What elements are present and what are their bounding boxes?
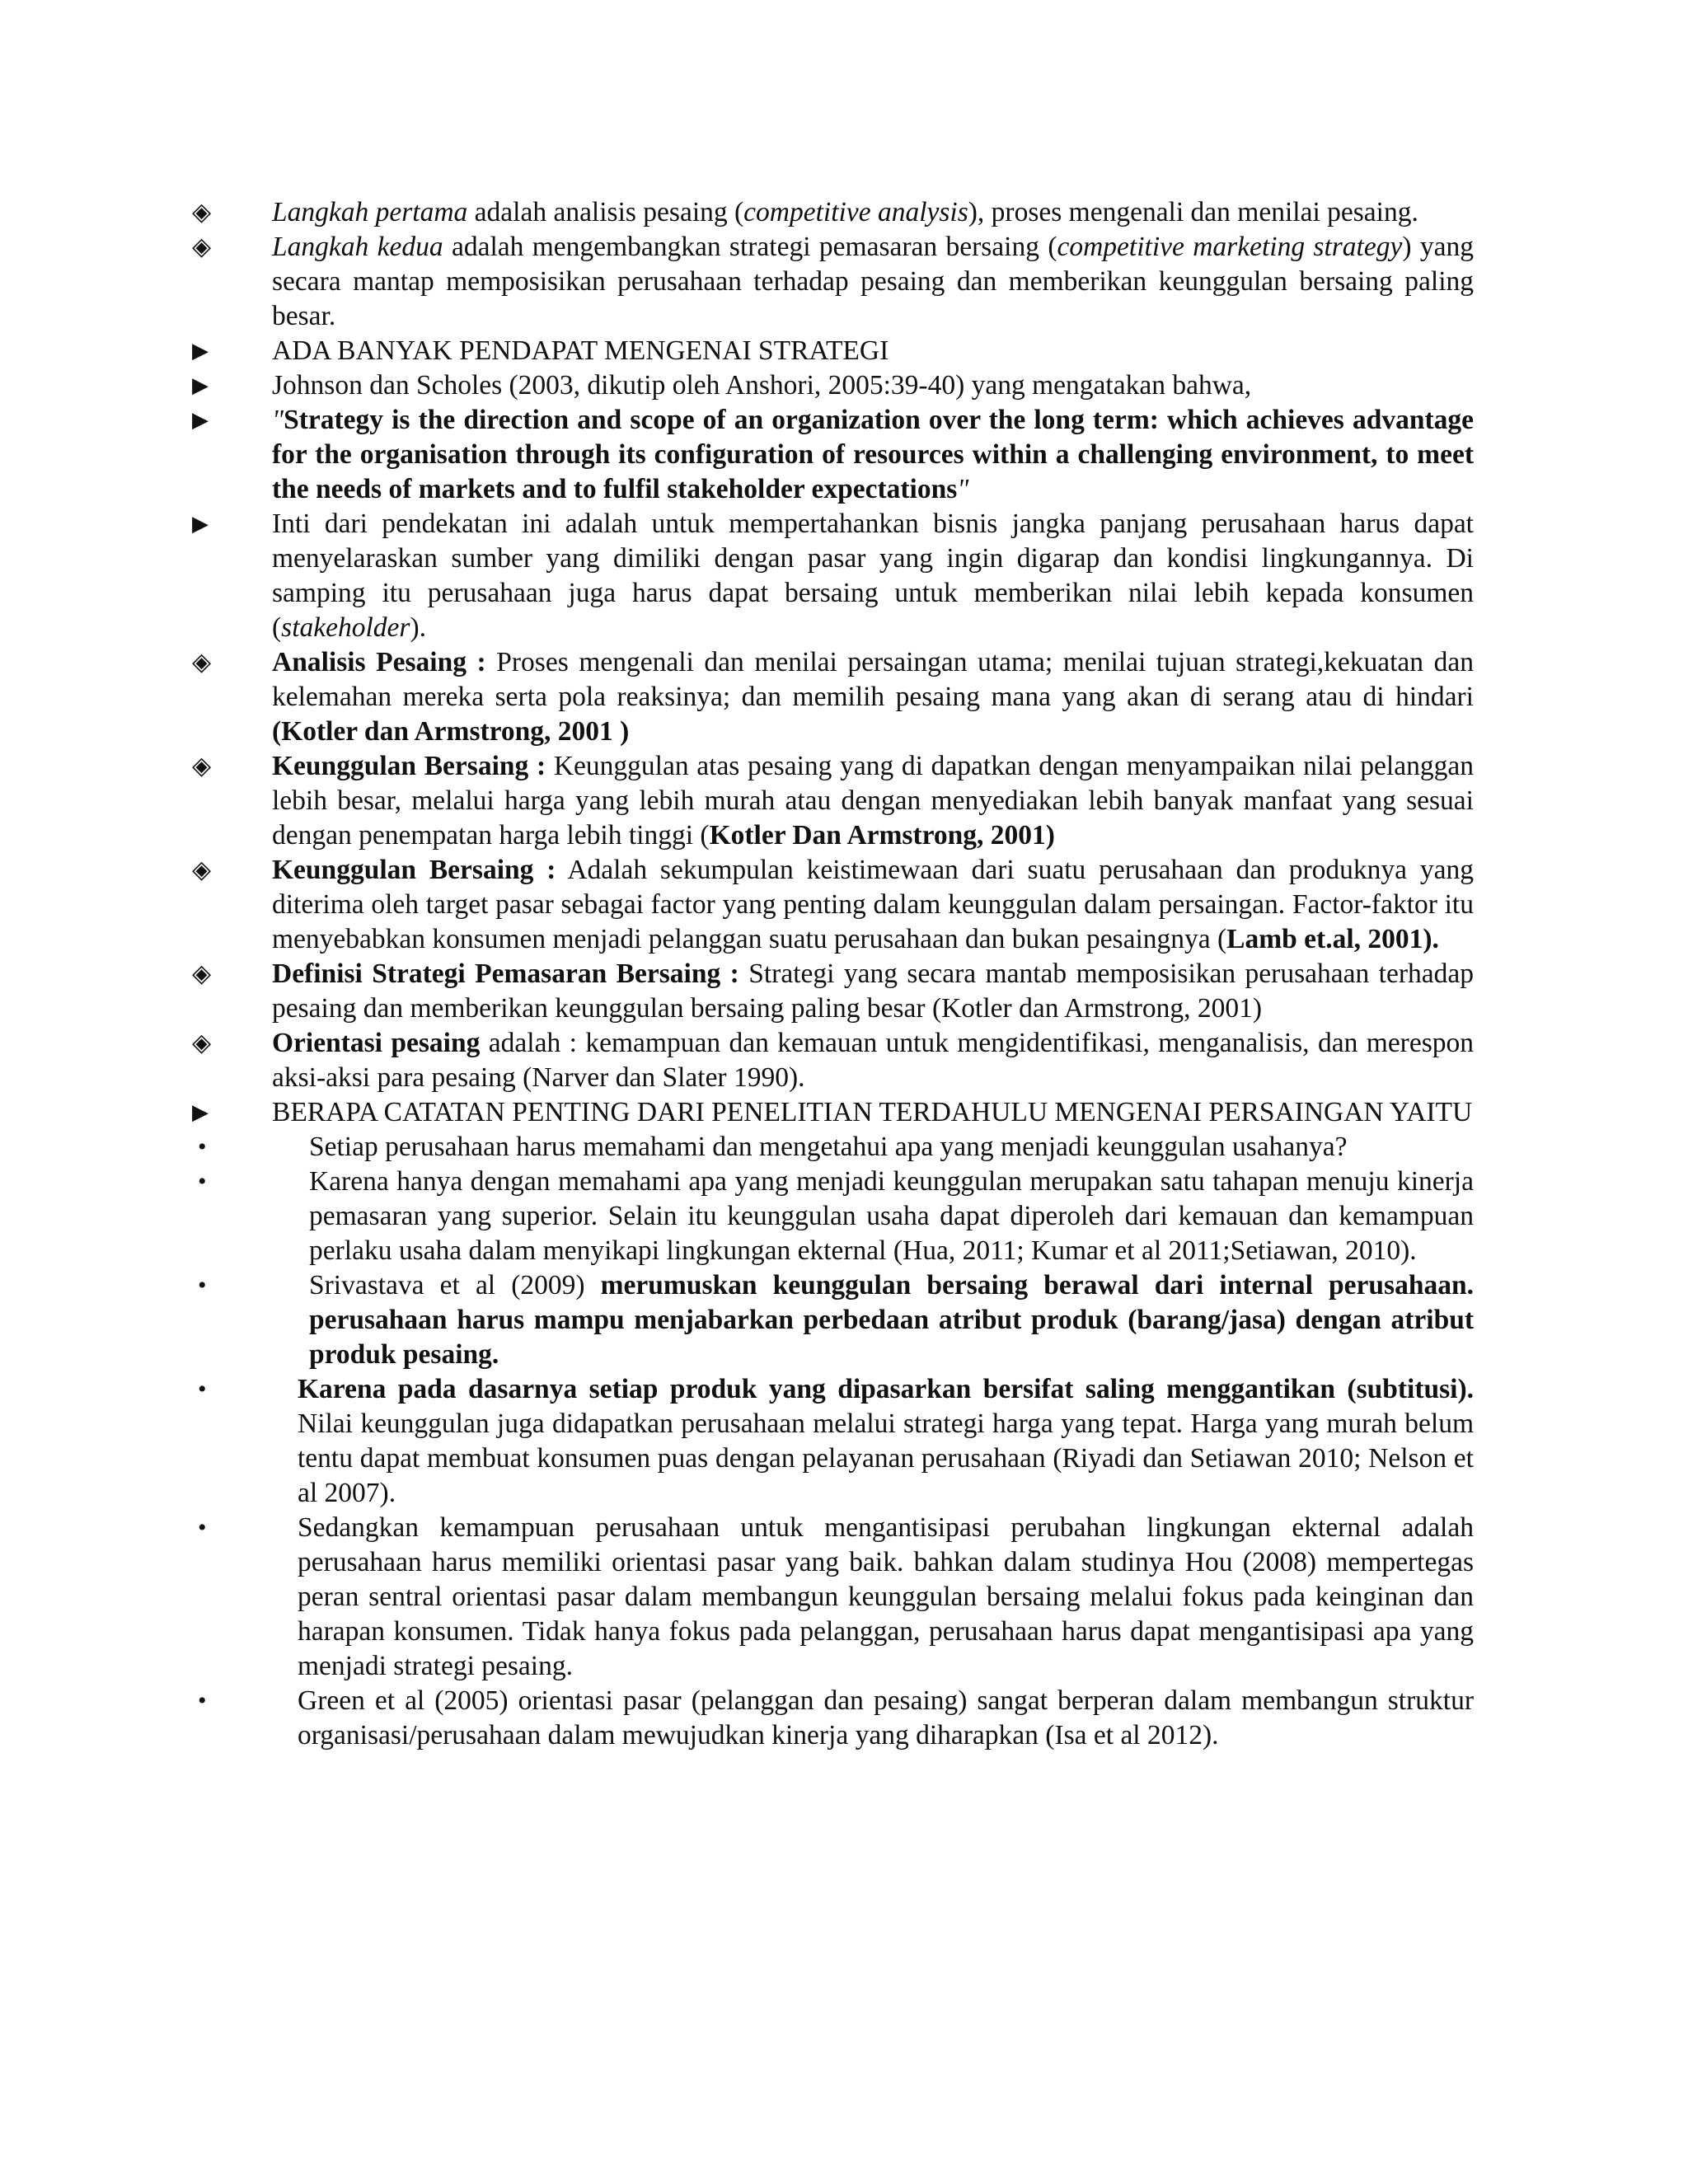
list-item (192, 957, 1474, 1026)
document-body (192, 195, 1474, 1753)
text-run: Keunggulan Bersaing : (272, 855, 556, 885)
text-run: Keunggulan atas pesaing yang di dapatkan dengan menyampaikan nilai pelanggan lebih besar, melalui harga yang lebih murah atau dengan menyediakan lebih banyak manfaat yang sesuai dengan penempatan harga lebih tinggi ( (272, 751, 1474, 851)
list-item (192, 1130, 1474, 1165)
list-item (192, 1684, 1474, 1753)
diamond-bullet-icon: ◈ (192, 648, 212, 677)
text-run: Karena hanya dengan memahami apa yang menjadi keunggulan merupakan satu tahapan menuju kinerja pemasaran yang superior. Selain itu keunggulan usaha dapat diperoleh dari kemauan dan kemampuan perlaku usaha dalam menyikapi lingkungan ekternal (Hua, 2011; Kumar et al 2011;Setiawan, 2010). (309, 1166, 1474, 1266)
text-run: Nilai keunggulan juga didapatkan perusahaan melalui strategi harga yang tepat. Harga yang murah belum tentu dapat membuat konsumen puas dengan pelayanan perusahaan (Riyadi dan Setiawan 2010; Nelson et al 2007). (298, 1408, 1474, 1508)
list-item (192, 1095, 1474, 1130)
list-item-text (298, 1684, 1474, 1753)
bullet-icon: • (198, 1376, 207, 1403)
list-item-text (309, 1268, 1474, 1372)
text-run: ADA BANYAK PENDAPAT MENGENAI STRATEGI (272, 335, 889, 366)
diamond-bullet-icon: ◈ (192, 232, 212, 261)
list-item (192, 853, 1474, 957)
bullet-icon: • (198, 1687, 207, 1714)
text-run: Langkah kedua (272, 232, 443, 262)
text-run: ) yang secara mantap memposisikan perusahaan terhadap pesaing dan memberikan keunggulan bersaing paling besar. (272, 232, 1474, 331)
bullet-icon: • (198, 1133, 207, 1160)
list-item (192, 195, 1474, 230)
arrow-bullet-icon: ▶ (192, 1100, 209, 1125)
text-run: Definisi Strategi Pemasaran Bersaing : (272, 958, 739, 989)
bullet-icon: • (198, 1514, 207, 1541)
text-run: ), proses mengenali dan menilai pesaing. (968, 197, 1418, 227)
list-item (192, 403, 1474, 507)
arrow-bullet-icon: ▶ (192, 408, 209, 433)
text-run: competitive marketing strategy (1057, 232, 1403, 262)
list-item-text (272, 1095, 1474, 1130)
text-run: Analisis Pesaing : (272, 647, 486, 677)
text-run: Inti dari pendekatan ini adalah untuk mempertahankan bisnis jangka panjang perusahaan harus dapat menyelaraskan sumber yang dimiliki dengan pasar yang ingin digarap dan kondisi lingkungannya. Di samping itu perusahaan juga harus dapat bersaing untuk memberikan nilai lebih kepada konsumen ( (272, 509, 1474, 643)
text-run: Kotler Dan Armstrong, 2001) (709, 820, 1055, 851)
list-item (192, 334, 1474, 368)
list-item-text (272, 1026, 1474, 1095)
list-item (192, 645, 1474, 749)
list-item (192, 1372, 1474, 1511)
list-item-text (272, 507, 1474, 645)
text-run: Green et al (2005) orientasi pasar (pelanggan dan pesaing) sangat berperan dalam membangun struktur organisasi/perusahaan dalam mewujudkan kinerja yang diharapkan (Isa et al 2012). (298, 1685, 1474, 1750)
diamond-bullet-icon: ◈ (192, 198, 212, 227)
text-run: adalah analisis pesaing ( (467, 197, 744, 227)
text-run: " (272, 405, 284, 435)
text-run: merumuskan keunggulan bersaing berawal dari internal perusahaan. perusahaan harus mampu menjabarkan perbedaan atribut produk (barang/jasa) dengan atribut produk pesaing. (309, 1270, 1474, 1370)
text-run: stakeholder (281, 612, 410, 643)
list-item (192, 368, 1474, 403)
text-run: (Kotler dan Armstrong, 2001 ) (272, 716, 630, 747)
text-run: ). (410, 612, 426, 643)
list-item-text (298, 1372, 1474, 1511)
list-item-text (272, 957, 1474, 1026)
text-run: Setiap perusahaan harus memahami dan mengetahui apa yang menjadi keunggulan usahanya? (309, 1132, 1348, 1162)
list-item-text (309, 1165, 1474, 1268)
text-run: Langkah pertama (272, 197, 468, 227)
text-run: Proses mengenali dan menilai persaingan utama; menilai tujuan strategi,kekuatan dan kelemahan mereka serta pola reaksinya; dan memilih pesaing mana yang akan di serang atau di hindari (272, 647, 1474, 712)
list-item (192, 1026, 1474, 1095)
diamond-bullet-icon: ◈ (192, 752, 212, 780)
diamond-bullet-icon: ◈ (192, 855, 212, 884)
arrow-bullet-icon: ▶ (192, 339, 209, 363)
text-run: Orientasi pesaing (272, 1028, 481, 1058)
text-run: Keunggulan Bersaing : (272, 751, 546, 781)
text-run: Sedangkan kemampuan perusahaan untuk mengantisipasi perubahan lingkungan ekternal adalah perusahaan harus memiliki orientasi pasar yang baik. bahkan dalam studinya Hou (2008) mempertegas peran sentral orientasi pasar dalam membangun keunggulan bersaing melalui fokus pada keinginan dan harapan konsumen. Tidak hanya fokus pada pelanggan, perusahaan harus dapat mengantisipasi apa yang menjadi strategi pesaing. (298, 1512, 1474, 1681)
list-item-text (272, 368, 1474, 403)
list-item-text (272, 230, 1474, 334)
diamond-bullet-icon: ◈ (192, 1029, 212, 1057)
list-item (192, 1511, 1474, 1684)
list-item-text (298, 1511, 1474, 1684)
text-run: Karena pada dasarnya setiap produk yang dipasarkan bersifat saling menggantikan (subtitusi). (298, 1374, 1474, 1404)
text-run: Srivastava et al (2009) (309, 1270, 601, 1301)
text-run: " (957, 474, 969, 504)
list-item-text (272, 853, 1474, 957)
list-item (192, 507, 1474, 645)
text-run: Johnson dan Scholes (2003, dikutip oleh Anshori, 2005:39-40) yang mengatakan bahwa, (272, 370, 1252, 401)
text-run: Strategy is the direction and scope of an organization over the long term: which achieves advantage for the organisation through its configuration of resources within a challenging environment, to meet the needs of markets and to fulfil stakeholder expectations (272, 405, 1474, 504)
list-item-text (309, 1130, 1474, 1165)
list-item (192, 749, 1474, 853)
list-item (192, 1268, 1474, 1372)
list-item-text (272, 334, 1474, 368)
list-item-text (272, 195, 1474, 230)
list-item (192, 1165, 1474, 1268)
text-run: adalah mengembangkan strategi pemasaran bersaing ( (443, 232, 1057, 262)
list-item-text (272, 749, 1474, 853)
text-run: BERAPA CATATAN PENTING DARI PENELITIAN TERDAHULU MENGENAI PERSAINGAN YAITU (272, 1097, 1473, 1127)
list-item (192, 230, 1474, 334)
arrow-bullet-icon: ▶ (192, 512, 209, 537)
bullet-icon: • (198, 1168, 207, 1195)
arrow-bullet-icon: ▶ (192, 373, 209, 398)
text-run: Adalah sekumpulan keistimewaan dari suatu perusahaan dan produknya yang diterima oleh target pasar sebagai factor yang penting dalam keunggulan dalam persaingan. Factor-faktor itu menyebabkan konsumen menjadi pelanggan suatu perusahaan dan bukan pesaingnya ( (272, 855, 1474, 954)
text-run: Strategi yang secara mantab memposisikan perusahaan terhadap pesaing dan memberikan keunggulan bersaing paling besar (Kotler dan Armstrong, 2001) (272, 958, 1474, 1024)
list-item-text (272, 403, 1474, 507)
text-run: adalah : kemampuan dan kemauan untuk mengidentifikasi, menganalisis, dan merespon aksi-aksi para pesaing (Narver dan Slater 1990). (272, 1028, 1474, 1093)
bullet-icon: • (198, 1272, 207, 1299)
list-item-text (272, 645, 1474, 749)
text-run: competitive analysis (743, 197, 968, 227)
text-run: Lamb et.al, 2001). (1226, 924, 1439, 954)
diamond-bullet-icon: ◈ (192, 959, 212, 988)
